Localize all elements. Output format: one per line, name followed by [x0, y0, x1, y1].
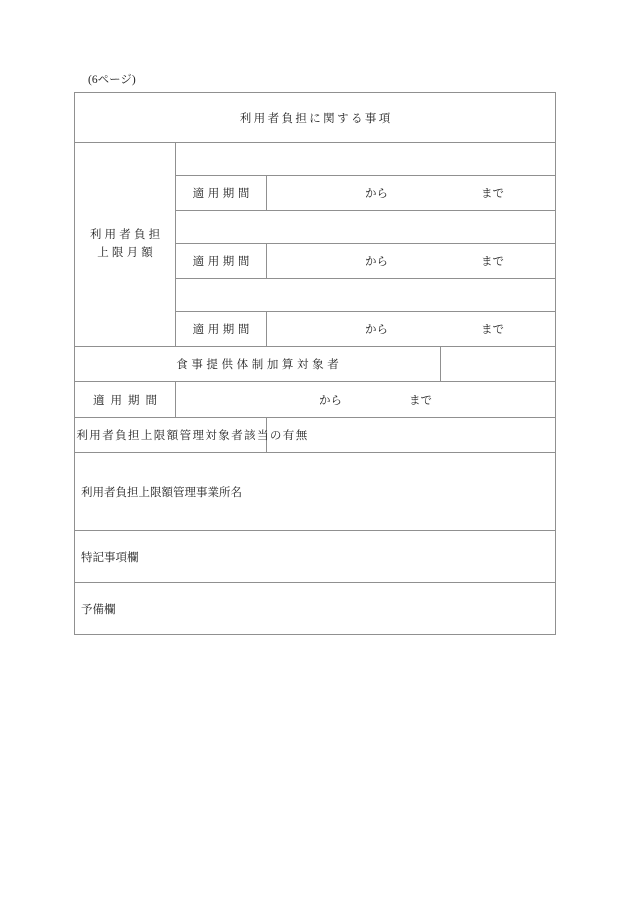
table-row-meal-period: [75, 382, 556, 418]
user-burden-form-table: [74, 92, 556, 635]
meal-support-value-cell[interactable]: [441, 347, 556, 382]
form-title: 利用者負担に関する事項: [75, 93, 556, 143]
table-row-meal-support: [75, 347, 556, 382]
office-name-label: 利用者負担上限額管理事業所名: [81, 486, 242, 499]
table-row-title: [75, 93, 556, 143]
side-label-user-burden-monthly-limit: [75, 143, 176, 347]
notes-cell[interactable]: [75, 531, 556, 583]
table-row-amount-1: [75, 143, 556, 176]
meal-support-label: 食事提供体制加算対象者: [75, 347, 441, 382]
table-row-notes: [75, 531, 556, 583]
period-label-3: 適用期間: [176, 312, 267, 347]
meal-period-label: 適用期間: [75, 382, 176, 418]
side-label-line-2: 上限月額: [97, 246, 156, 259]
management-target-value-cell[interactable]: [267, 418, 556, 453]
meal-period-range-cell[interactable]: [176, 382, 556, 418]
amount-input-cell-2[interactable]: [176, 211, 556, 244]
period-to-label-2: まで: [481, 256, 504, 268]
period-range-cell-3[interactable]: [267, 312, 556, 347]
period-range-cell-2[interactable]: [267, 244, 556, 279]
period-label-1: 適用期間: [176, 176, 267, 211]
period-to-label-3: まで: [481, 324, 504, 336]
meal-period-from-label: から: [319, 394, 342, 407]
period-range-cell-1[interactable]: [267, 176, 556, 211]
amount-input-cell-1[interactable]: [176, 143, 556, 176]
meal-period-range: [176, 382, 555, 417]
page-number-label: (6ページ): [88, 74, 136, 86]
table-row-spare: [75, 583, 556, 635]
period-label-2: 適用期間: [176, 244, 267, 279]
period-range-3: [267, 312, 555, 346]
management-target-label: 利用者負担上限額管理対象者該当の有無: [75, 418, 267, 453]
table-row-management-target: [75, 418, 556, 453]
period-to-label-1: まで: [481, 188, 504, 200]
period-range-2: [267, 244, 555, 278]
notes-label: 特記事項欄: [81, 551, 139, 564]
period-from-label-2: から: [365, 256, 388, 268]
office-name-cell[interactable]: [75, 453, 556, 531]
amount-input-cell-3[interactable]: [176, 279, 556, 312]
period-range-1: [267, 176, 555, 210]
spare-cell[interactable]: [75, 583, 556, 635]
table-row-office-name: [75, 453, 556, 531]
side-label-line-1: 利用者負担: [89, 228, 164, 241]
meal-period-to-label: まで: [409, 394, 432, 407]
spare-label: 予備欄: [81, 603, 116, 616]
period-from-label-1: から: [365, 188, 388, 200]
period-from-label-3: から: [365, 324, 388, 336]
